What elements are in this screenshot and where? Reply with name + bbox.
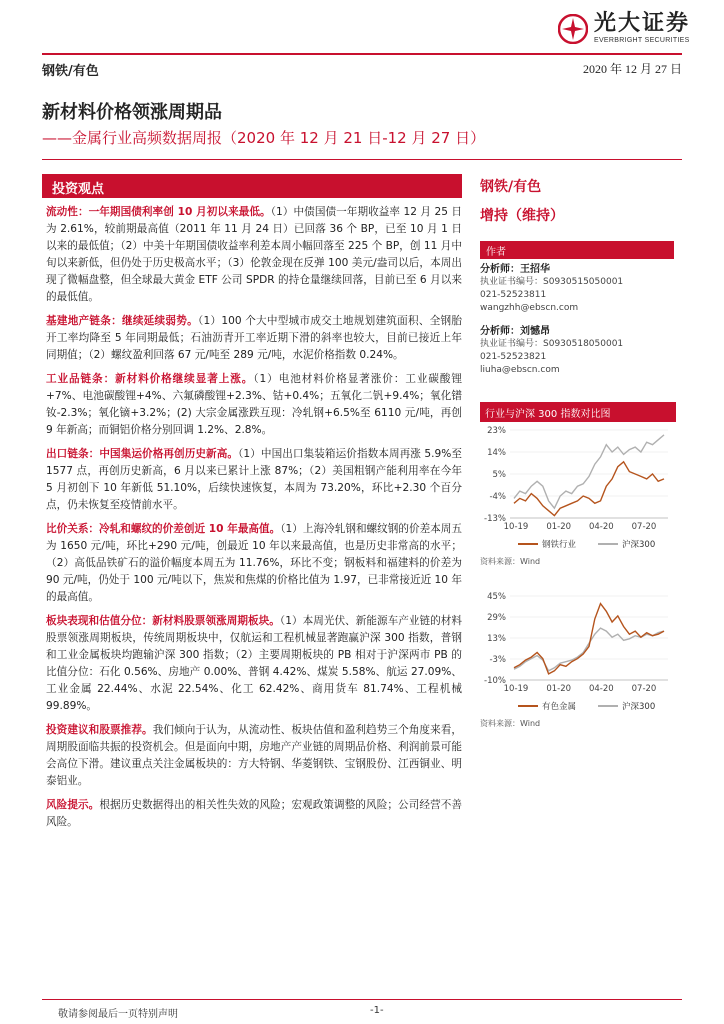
analyst-email: wangzhh@ebscn.com [480, 303, 579, 313]
analyst-email: liuha@ebscn.com [480, 365, 560, 375]
report-date: 2020 年 12 月 27 日 [582, 62, 682, 76]
paragraph-price-ratio: 比价关系：冷轧和螺纹的价差创近 10 年最高值。（1）上海冷轧钢和螺纹钢的价差本周五为 1650 元/吨，环比+290 元/吨，创最近 10 年以来最高值，也是历史非常高的水平；（2）高低品铁矿石的溢价幅度本周五为 11.76%，环比不变；钢板料和福建料的价差为 90 元/吨，仍处于 100 元/吨以下，焦炭和焦煤的价格比值为 1.97，已非常接近近 10 年的最高值。 [46, 523, 462, 603]
y-tick-label: 13% [487, 634, 506, 644]
logo-name: 光大证券 [593, 11, 690, 36]
header-divider [42, 53, 682, 55]
page-number: -1- [370, 1005, 384, 1016]
report-title: 新材料价格领涨周期品 [42, 102, 222, 123]
y-tick-label: 14% [487, 448, 506, 458]
section-header-investment-view: 投资观点 [42, 174, 462, 198]
sidebar [480, 176, 680, 377]
series-line-0 [514, 462, 664, 516]
y-tick-label: -10% [484, 676, 506, 686]
y-tick-label: -13% [484, 514, 506, 524]
logo-subtitle: EVERBRIGHT SECURITIES [593, 37, 690, 44]
paragraph-risk: 风险提示。根据历史数据得出的相关性失效的风险；宏观政策调整的风险；公司经营不善风险。 [46, 799, 462, 828]
sidebar-rating: 增持（维持） [480, 208, 564, 224]
legend-label: 沪深300 [622, 540, 656, 550]
y-tick-label: 5% [492, 470, 506, 480]
analyst-phone: 021-52523811 [480, 290, 547, 300]
x-tick-label: 07-20 [631, 522, 657, 532]
report-subtitle: ——金属行业高频数据周报（2020 年 12 月 21 日-12 月 27 日） [42, 129, 486, 147]
paragraph-industrial: 工业品链条：新材料价格继续显著上涨。（1）电池材料价格显著涨价：工业碳酸锂+7%、电池碳酸锂+4%、六氟磷酸锂+2.3%、钴+0.4%；五氧化二钒+9.4%；氧化镨钕-2.3%；氧化镝+3.2%；(2) 大宗金属涨跌互现：冷轧钢+6.5%至 6110 元/吨，再创 9 年新高；而铜铝价格分别回调 1.2%、2.8%。 [46, 373, 462, 436]
x-tick-label: 04-20 [588, 522, 614, 532]
analyst-name: 分析师：刘憾昂 [480, 326, 550, 337]
analyst-cert: 执业证书编号：S0930515050001 [480, 277, 624, 287]
paragraph-sector-valuation: 板块表现和估值分位：新材料股票领涨周期板块。（1）本周光伏、新能源车产业链的材料股票领涨周期板块，传统周期板块中，仅航运和工程机械显著跑赢沪深 300 指数，普钢和工业金属板块均跑输沪深 300 指数；（2）主要周期板块的 PB 相对于沪深两市 PB 的比值分位：石化 0.56%、房地产 0.00%、普钢 4.42%、煤炭 5.58%、航运 27.09%、工业金属 22.44%、水泥 22.54%、化工 62.42%、商用货车 81.74%、工程机械 99.89%。 [46, 615, 462, 712]
paragraph-infrastructure: 基建地产链条：继续延续弱势。（1）100 个大中型城市成交土地规划建筑面积、全钢胎开工率均降至 5 年同期最低；石油沥青开工率近期下滑的斜率也较大，目前已接近上年同期值；（2）螺纹盈利回落 67 元/吨至 289 元/吨，水泥价格指数 0.24%。 [46, 315, 463, 361]
chart-2-source: 资料来源：Wind [480, 719, 541, 728]
legend-label: 钢铁行业 [542, 540, 577, 550]
company-logo [558, 12, 690, 45]
title-divider [42, 159, 682, 160]
x-tick-label: 01-20 [546, 684, 572, 694]
x-tick-label: 04-20 [588, 684, 614, 694]
y-tick-label: -3% [489, 655, 506, 665]
report-category: 钢铁/有色 [42, 64, 99, 79]
y-tick-label: 45% [487, 592, 506, 602]
chart-1-title: 行业与沪深 300 指数对比图 [480, 402, 676, 422]
x-tick-label: 07-20 [631, 684, 657, 694]
y-tick-label: -4% [489, 492, 506, 502]
x-tick-label: 10-19 [503, 522, 529, 532]
sidebar-industry: 钢铁/有色 [480, 179, 542, 195]
series-line-1 [514, 628, 664, 671]
legend-label: 有色金属 [542, 702, 577, 712]
series-line-0 [514, 604, 664, 674]
paragraph-recommendation: 投资建议和股票推荐。我们倾向于认为，从流动性、板块估值和盈利趋势三个角度来看，周期股面临共振的投资机会。但是面向中期，房地产产业链的周期品价格、利润前景可能会高位下滑。建议重点关注金属板块的：方大特钢、华菱钢铁、宝钢股份、江西铜业、明泰铝业。 [46, 724, 462, 787]
logo-mark-icon [558, 14, 588, 44]
analyst-name: 分析师：王招华 [480, 264, 550, 275]
footer-disclaimer: 敬请参阅最后一页特别声明 [58, 1009, 178, 1020]
y-tick-label: 29% [487, 613, 506, 623]
legend-label: 沪深300 [622, 702, 656, 712]
paragraph-liquidity: 流动性：一年期国债利率创 10 月初以来最低。（1）中债国债一年期收益率 12 月 25 日为 2.61%，较前期最高值（2011 年 11 月 24 日）已回落 36 个 BP，已至 10 月 1 日以来的最低值；（2）中美十年期国债收益率利差本周小幅回落至 225 个 BP，创 11 月中旬以来新低，但仍处于历史极高水平；（3）伦敦金现在反弹 100 美元/盎司以后，本周出现了微幅盘整，但全球最大黄金 ETF 公司 SPDR 的持仓量继续回落，目前已至 6 月以来的最低值。 [46, 206, 462, 303]
analyst-cert: 执业证书编号：S0930518050001 [480, 339, 624, 349]
author-header: 作者 [480, 241, 674, 259]
footer-divider [42, 999, 682, 1000]
investment-view-body [46, 204, 462, 838]
chart-nonferrous-vs-csi300 [476, 590, 676, 716]
x-tick-label: 01-20 [546, 522, 572, 532]
paragraph-export: 出口链条：中国集运价格再创历史新高。（1）中国出口集装箱运价指数本周再涨 5.9%至 1577 点，再创历史新高，6 月以来已累计上涨 87%；（2）美国粗钢产能利用率在今年 5 月初创下 10 年新低 51.10%，后续快速恢复，本周为 73.20%，环比+2.30 个百分点，仍未恢复至疫情前水平。 [46, 448, 462, 511]
chart-1-source: 资料来源：Wind [480, 557, 541, 566]
x-tick-label: 10-19 [503, 684, 529, 694]
chart-steel-vs-csi300 [476, 424, 676, 554]
analyst-card [480, 325, 680, 377]
analyst-phone: 021-52523821 [480, 352, 547, 362]
y-tick-label: 23% [487, 426, 506, 436]
analyst-card [480, 263, 680, 315]
